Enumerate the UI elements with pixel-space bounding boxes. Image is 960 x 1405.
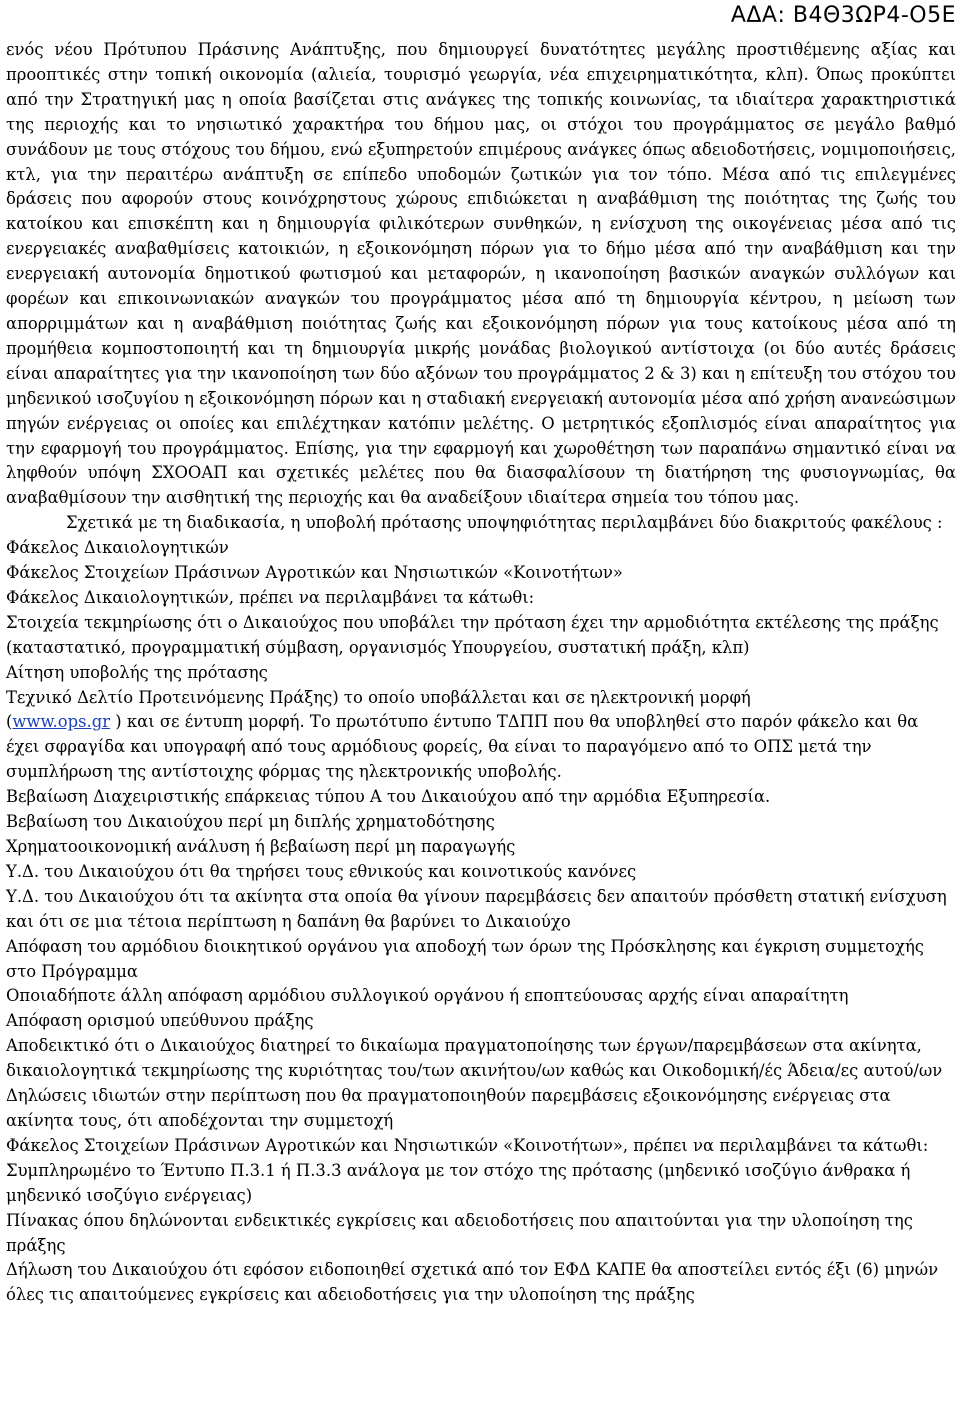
list-item: Αποδεικτικό ότι ο Δικαιούχος διατηρεί το δικαίωμα πραγματοποίησης των έργων/παρεμβάσεων στα ακίνητα, δικαιολογητικά τεκμηρίωσης της κυριότητας του/των ακινήτου/ων καθώς και Οικοδομική/ές Άδεια/ες αυτού/ων [6,1036,943,1081]
list-item: Χρηματοοικονομική ανάλυση ή βεβαίωση περί μη παραγωγής [6,837,516,856]
list-item: Φάκελος Δικαιολογητικών, πρέπει να περιλαμβάνει τα κάτωθι: [6,587,535,607]
list-item: Απόφαση ορισμού υπεύθυνου πράξης [6,1011,314,1031]
list-item: Φάκελος Στοιχείων Πράσινων Αγροτικών και Νησιωτικών «Κοινοτήτων» [6,563,623,583]
list-item: Φάκελος Δικαιολογητικών [6,538,229,558]
list-item: Βεβαίωση Διαχειριστικής επάρκειας τύπου Α του Δικαιούχου από την αρμόδια Εξυπηρεσία. [6,787,771,807]
list-item-with-link [6,710,956,785]
ada-code: ΑΔΑ: Β4Θ3ΩΡ4-Ο5Ε [730,3,956,28]
list-item: Βεβαίωση του Δικαιούχου περί μη διπλής χρηματοδότησης [6,812,495,832]
list-item: Υ.Δ. του Δικαιούχου ότι τα ακίνητα στα οποία θα γίνουν παρεμβάσεις δεν απαιτούν πρόσθετη στατική ενίσχυση και ότι σε μια τέτοια περίπτωση η δαπάνη θα βαρύνει το Δικαιούχο [6,886,947,931]
list-item: Δηλώσεις ιδιωτών στην περίπτωση που θα πραγματοποιηθούν παρεμβάσεις εξοικονόμησης ενέργειας στα ακίνητα τους, ότι αποδέχονται την συμμετοχή [6,1086,891,1130]
ops-link[interactable]: www.ops.gr [12,712,111,732]
document-body [6,38,956,1308]
list-item: Δήλωση του Δικαιούχου ότι εφόσον ειδοποιηθεί σχετικά από τον ΕΦΔ ΚΑΠΕ θα αποστείλει εντός έξι (6) μηνών όλες τις απαιτούμενες εγκρίσεις και αδειοδοτήσεις για την υλοποίηση της πράξης [6,1260,939,1305]
procedure-paragraph: Σχετικά με τη διαδικασία, η υποβολή πρότασης υποψηφιότητας περιλαμβάνει δύο διακριτούς φακέλους : [66,513,943,533]
list-item: Φάκελος Στοιχείων Πράσινων Αγροτικών και Νησιωτικών «Κοινοτήτων», πρέπει να περιλαμβάνει τα κάτωθι: [6,1135,929,1155]
list-item: Οποιαδήποτε άλλη απόφαση αρμόδιου συλλογικού οργάνου ή εποπτεύουσας αρχής είναι απαραίτητη [6,986,849,1006]
link-line-rest: ) και σε έντυπη μορφή. Το πρωτότυπο έντυπο ΤΔΠΠ που θα υποβληθεί στο παρόν φάκελο και θα έχει σφραγίδα και υπογραφή από τους αρμόδιους φορείς, θα είναι το παραγόμενο από το ΟΠΣ μετά την συμπλήρωση της αντίστοιχης φόρμας της ηλεκτρονικής υποβολής. [6,712,919,782]
intro-paragraph: ενός νέου Πρότυπου Πράσινης Ανάπτυξης, που δημιουργεί δυνατότητες μεγάλης προστιθέμενης αξίας και προοπτικές στην τοπική οικονομία (αλιεία, τουρισμό γεωργία, νέα επιχειρηματικότητα, κλπ). Όπως προκύπτει από την Στρατηγική μας η οποία βασίζεται στις ανάγκες της τοπικής κοινωνίας, τα ιδιαίτερα χαρακτηριστικά της περιοχής και το νησιωτικό χαρακτήρα του δήμου μας, οι στόχοι του προγράμματος σε μεγάλο βαθμό συνάδουν με τους στόχους του δήμου, ενώ εξυπηρετούν επιμέρους ανάγκες όπως αδειοδοτήσεις, νομιμοποιήσεις, κτλ, για την περαιτέρω ανάπτυξη σε επίπεδο υποδομών ζωτικών για τον τόπο. Μέσα από τις επιλεγμένες δράσεις που αφορούν στους κοινόχρηστους χώρους επιδιώκεται η αναβάθμιση της ποιότητας της ζωής του κατοίκου και επισκέπτη και η δημιουργία φιλικότερων συνθηκών, η ενίσχυση της οικογένειας μέσα από τις ενεργειακές αναβαθμίσεις κατοικιών, η εξοικονόμηση πόρων για το δήμο μέσα από την αναβάθμιση και την ενεργειακή αυτονομία δημοτικού φωτισμού και μεταφορών, η ικανοποίηση βασικών αναγκών συλλόγων και φορέων και επικοινωνιακών αναγκών του προγράμματος μέσα από τη δημιουργία κέντρου, η μείωση των απορριμμάτων και η αναβάθμιση ποιότητας ζωής και εξοικονόμηση πόρων για τους κατοίκους μέσα από τη προμήθεια κομποστοποιητή και τη δημιουργία μικρής μονάδας βιολογικού αντίστοιχα (οι δύο αυτές δράσεις είναι απαραίτητες για την ικανοποίηση των δύο αξόνων του προγράμματος 2 & 3) και η επίτευξη του στόχου του μηδενικού ισοζυγίου η εξοικονόμηση πόρων και η σταδιακή ενεργειακή αυτονομία μέσα από χρήση ανανεώσιμων πηγών ενέργειας οι οποίες και επιλέχτηκαν κατόπιν μελέτης. Ο μετρητικός εξοπλισμός είναι απαραίτητος για την εφαρμογή του προγράμματος. Επίσης, για την εφαρμογή και χωροθέτηση των παραπάνω σημαντικό είναι να ληφθούν υπόψη ΣΧΟΟΑΠ και σχετικές μελέτες που θα διασφαλίσουν τη διατήρηση της φυσιογνωμίας, θα αναβαθμίσουν την αισθητική της περιοχής και θα αναδείξουν ιδιαίτερα σημεία του τόπου μας. [6,40,956,508]
list-item: Συμπληρωμένο το Έντυπο Π.3.1 ή Π.3.3 ανάλογα με τον στόχο της πρότασης (μηδενικό ισοζύγιο άνθρακα ή μηδενικό ισοζύγιο ενέργειας) [6,1160,911,1205]
list-item: Στοιχεία τεκμηρίωσης ότι ο Δικαιούχος που υποβάλει την πρόταση έχει την αρμοδιότητα εκτέλεσης της πράξης (καταστατικό, προγραμματική σύμβαση, οργανισμός Υπουργείου, συστατική πράξη, κλπ) [6,612,939,657]
list-item: Απόφαση του αρμόδιου διοικητικού οργάνου για αποδοχή των όρων της Πρόσκλησης και έγκριση συμμετοχής στο Πρόγραμμα [6,936,924,981]
paren-open: ( [6,712,13,732]
list-item: Υ.Δ. του Δικαιούχου ότι θα τηρήσει τους εθνικούς και κοινοτικούς κανόνες [6,861,637,881]
list-item: Πίνακας όπου δηλώνονται ενδεικτικές εγκρίσεις και αδειοδοτήσεις που απαιτούνται για την υλοποίηση της πράξης [6,1210,913,1255]
list-item: Αίτηση υποβολής της πρότασης [6,662,268,682]
list-item: Τεχνικό Δελτίο Προτεινόμενης Πράξης) το οποίο υποβάλλεται και σε ηλεκτρονική μορφή [6,687,751,707]
